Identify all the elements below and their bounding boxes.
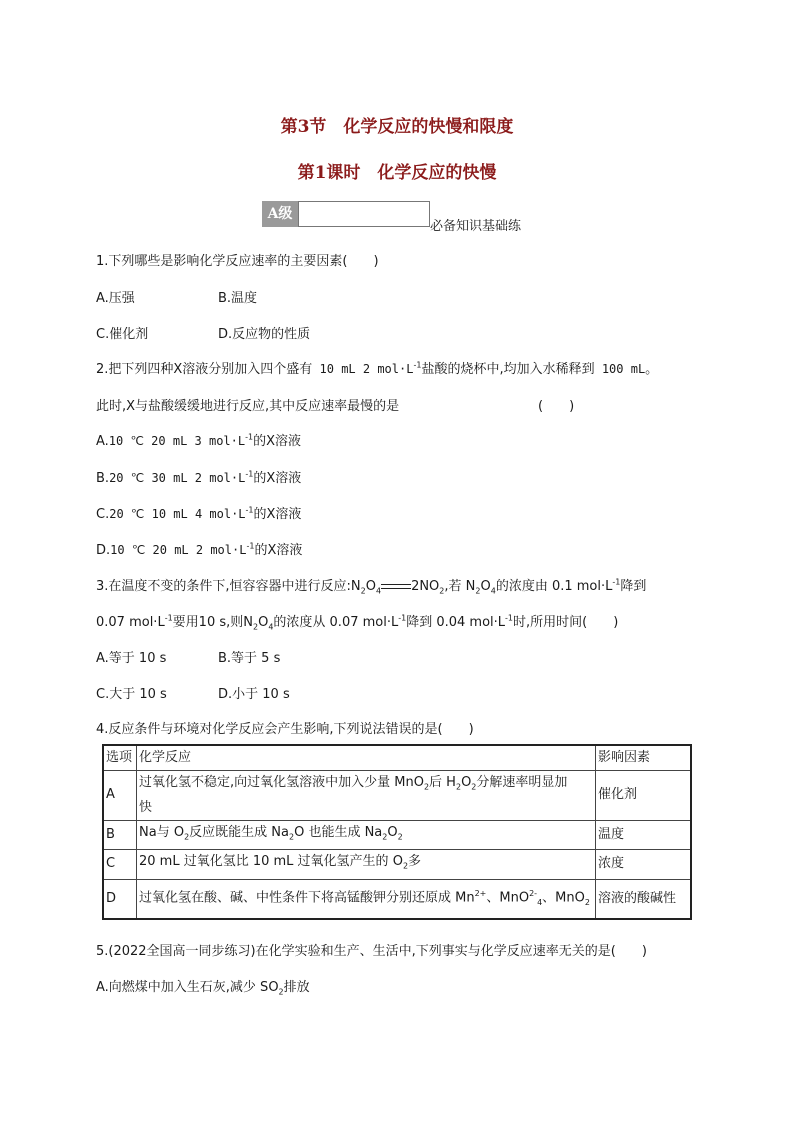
q2-option-a: A.10 ℃ 20 mL 3 $mol\cdot L^{-1}$的X溶液 — [96, 432, 301, 449]
row-reaction: 过氧化氢在酸、碱、中性条件下将高锰酸钾分别还原成 $Mn^{2+}$、MnO$^{2-}_4$、MnO$_2$ — [137, 879, 596, 919]
q2-option-b: B.20 ℃ 30 mL 2 $mol\cdot L^{-1}$的X溶液 — [96, 469, 302, 486]
badge-caption: 必备知识基础练 — [430, 219, 522, 234]
q4-table — [102, 744, 692, 920]
q1-option-a: A.压强 — [96, 291, 135, 306]
table-row — [103, 879, 691, 919]
header-reaction: 化学反应 — [137, 745, 596, 771]
q3-option-a: A.等于 10 s — [96, 651, 167, 666]
row-reaction: Na与 $O_2$反应既能生成 $Na_2O$ 也能生成 $Na_2O_2$ — [137, 820, 596, 850]
header-factor: 影响因素 — [596, 745, 692, 771]
row-option: D — [103, 879, 137, 919]
row-option: C — [103, 850, 137, 880]
q3-option-c: C.大于 10 s — [96, 687, 167, 702]
question-2-stem-line2: 此时,X与盐酸缓缓地进行反应,其中反应速率最慢的是 — [96, 399, 400, 414]
question-2-answer-paren: ( ) — [538, 399, 575, 414]
table-row — [103, 820, 691, 850]
question-3-stem-line1: 3.在温度不变的条件下,恒容容器中进行反应$:N_2O_4$ $2NO_2$,若 $N_2O_4$的浓度由 0.1 $mol\cdot L^{-1}$降到 — [96, 577, 647, 596]
table-header-row — [103, 745, 691, 771]
q1-option-c: C.催化剂 — [96, 327, 149, 342]
row-reaction: 过氧化氢不稳定,向过氧化氢溶液中加入少量 MnO$_2$后 $H_2O_2$分解速率明显加 快 — [137, 771, 596, 821]
q3-option-d: D.小于 10 s — [218, 687, 290, 702]
row-factor: 溶液的酸碱性 — [596, 879, 692, 919]
question-2-stem-line1: 2.把下列四种X溶液分别加入四个盛有 10 mL 2 $mol\cdot L^{-1}$盐酸的烧杯中,均加入水稀释到 100 mL。 — [96, 360, 659, 377]
row-factor: 催化剂 — [596, 771, 692, 821]
row-reaction: 20 mL 过氧化氢比 10 mL 过氧化氢产生的 $O_2$多 — [137, 850, 596, 880]
section-title: 第3节 化学反应的快慢和限度 — [280, 117, 514, 137]
header-option: 选项 — [103, 745, 137, 771]
level-badge: A级 — [262, 201, 298, 227]
table-row — [103, 771, 691, 821]
q1-option-b: B.温度 — [218, 291, 258, 306]
row-factor: 浓度 — [596, 850, 692, 880]
q2-option-c: C.20 ℃ 10 mL 4 $mol\cdot L^{-1}$的X溶液 — [96, 505, 302, 522]
q2-option-d: D.10 ℃ 20 mL 2 $mol\cdot L^{-1}$的X溶液 — [96, 541, 303, 558]
lesson-title: 第1课时 化学反应的快慢 — [297, 163, 497, 183]
question-5-stem: 5.(2022全国高一同步练习)在化学实验和生产、生活中,下列事实与化学反应速率无关的是( ) — [96, 944, 647, 959]
question-4-stem: 4.反应条件与环境对化学反应会产生影响,下列说法错误的是( ) — [96, 722, 474, 737]
question-3-stem-line2: 0.07 $mol\cdot L^{-1}$要用10 s,则$N_2O_4$的浓度从 0.07 $mol\cdot L^{-1}$降到 0.04 $mol\cdot L^{-1}$时,所用时间( ) — [96, 613, 619, 632]
row-factor: 温度 — [596, 820, 692, 850]
q1-option-d: D.反应物的性质 — [218, 327, 311, 342]
row-option: A — [103, 771, 137, 821]
table-row — [103, 850, 691, 880]
badge-box — [298, 201, 430, 227]
q5-option-a: A.向燃煤中加入生石灰,减少 $SO_2$排放 — [96, 980, 310, 997]
row-option: B — [103, 820, 137, 850]
equilibrium-arrow-icon — [381, 582, 411, 592]
q3-option-b: B.等于 5 s — [218, 651, 281, 666]
question-1-stem: 1.下列哪些是影响化学反应速率的主要因素( ) — [96, 254, 379, 269]
